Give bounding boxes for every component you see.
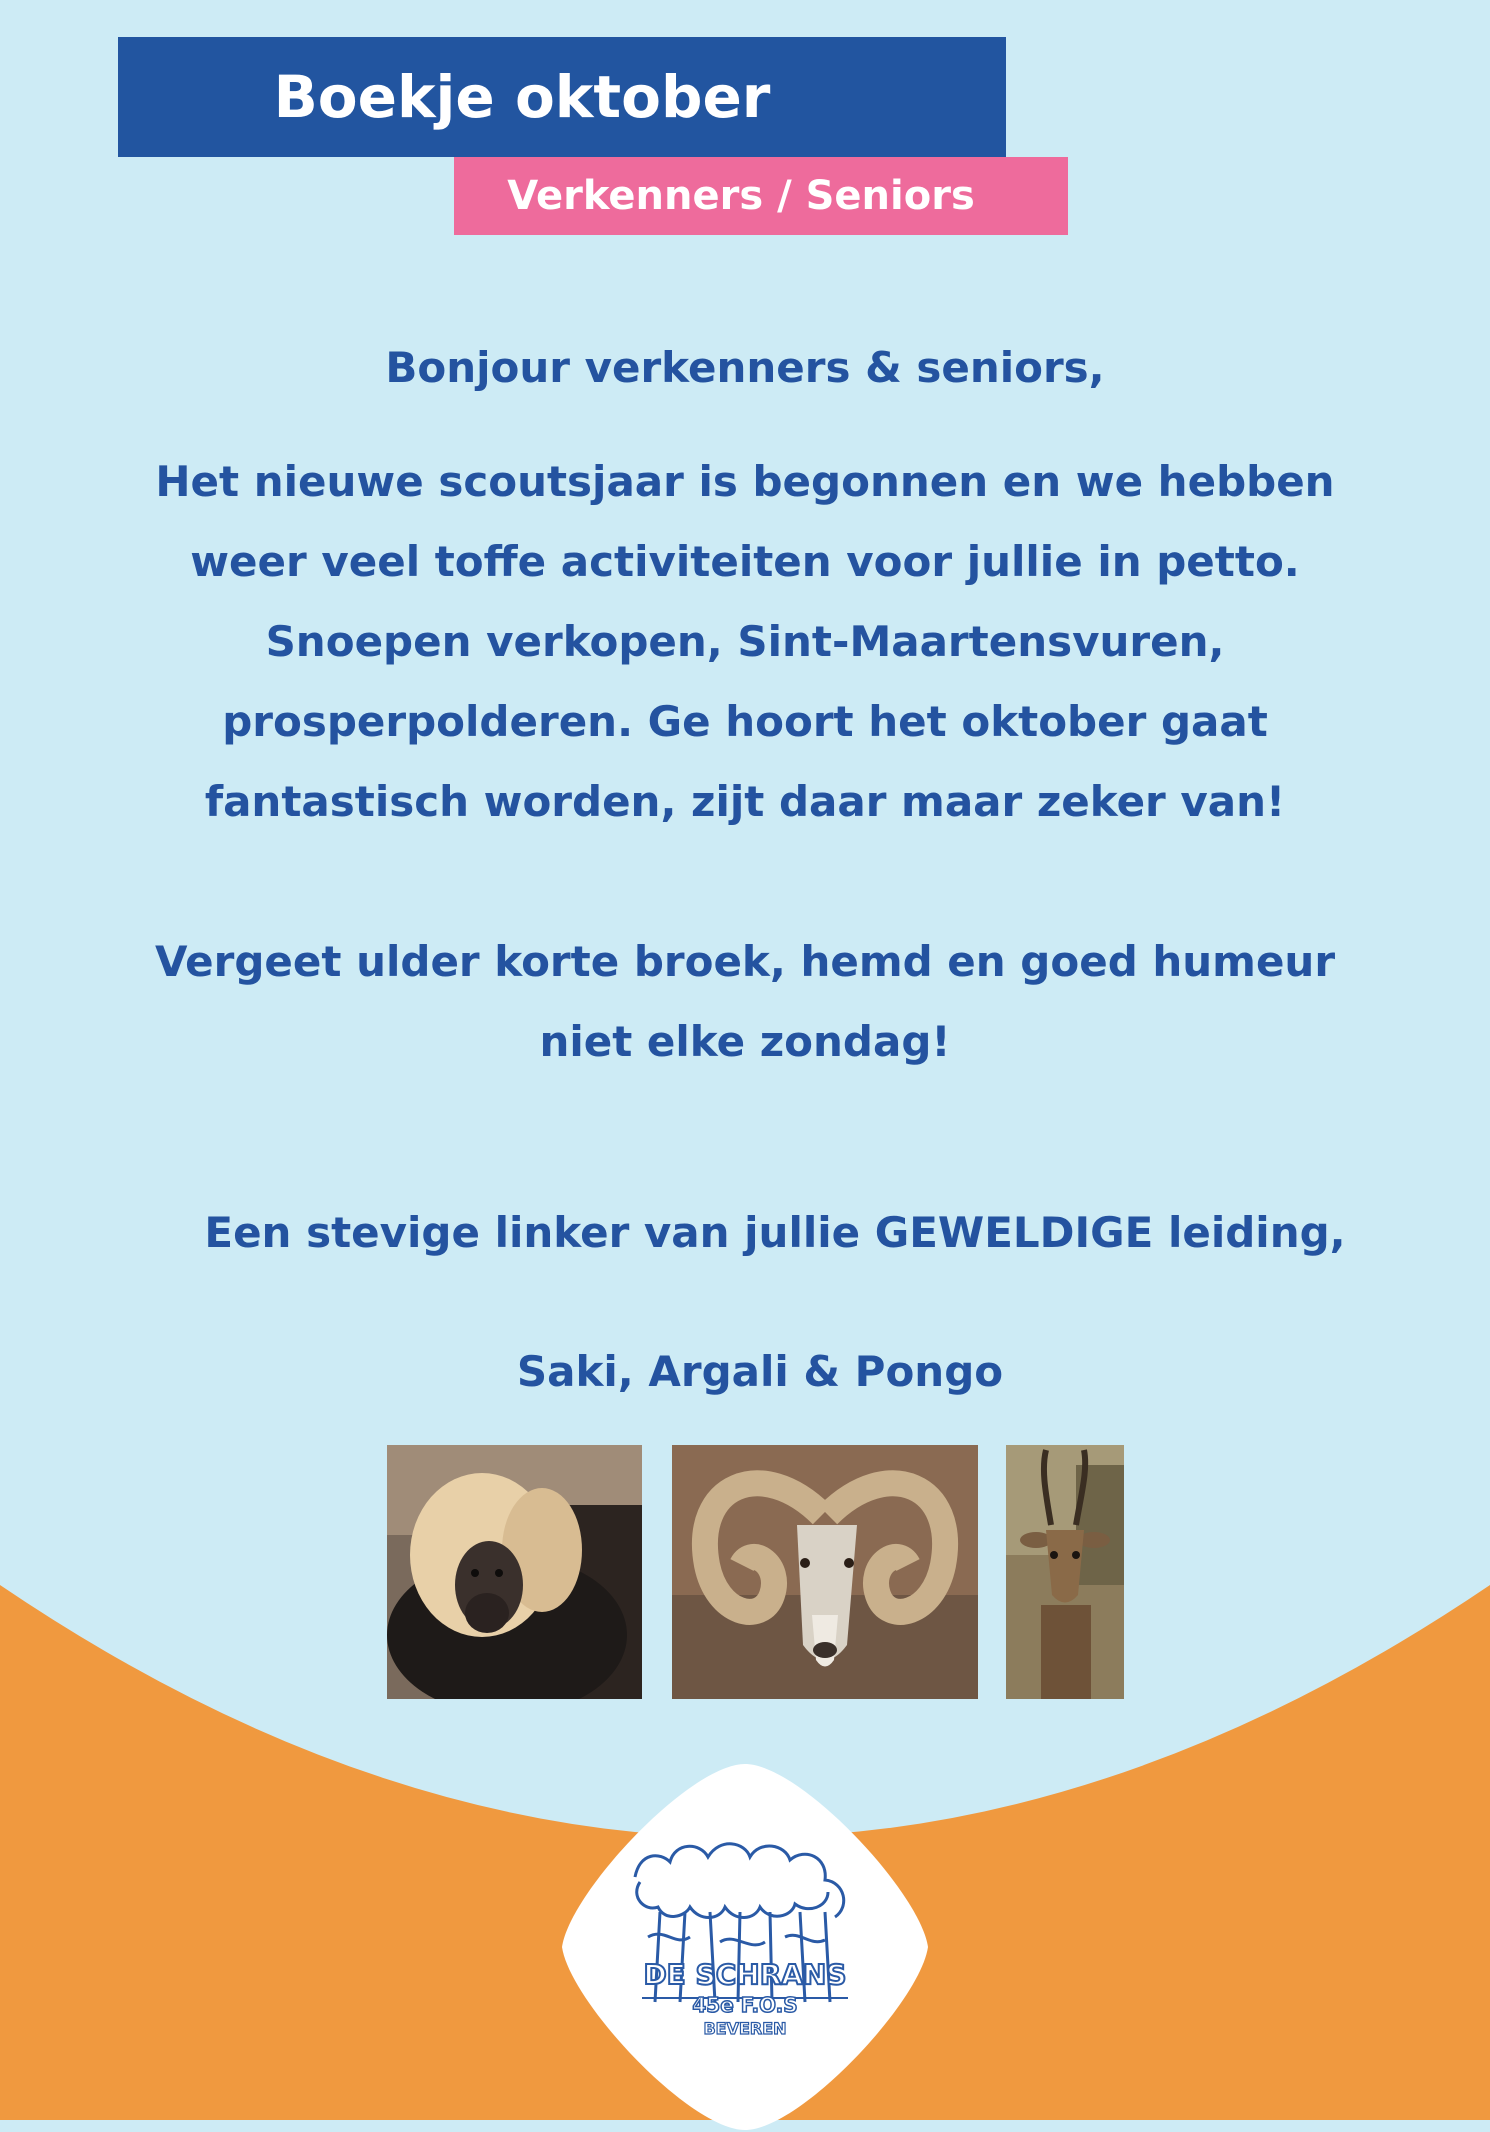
argali-ram-photo bbox=[672, 1445, 978, 1699]
page-title: Boekje oktober bbox=[118, 37, 1006, 157]
logo-town-text: BEVEREN bbox=[703, 2019, 787, 2038]
intro-paragraph bbox=[100, 442, 1390, 842]
intro-line: Het nieuwe scoutsjaar is begonnen en we hebben bbox=[155, 457, 1335, 506]
scouts-logo-badge bbox=[560, 1762, 930, 2132]
intro-line: Snoepen verkopen, Sint-Maartensvuren, bbox=[265, 617, 1225, 666]
reminder-line: Vergeet ulder korte broek, hemd en goed humeur bbox=[154, 937, 1336, 986]
logo-name-text: DE SCHRANS bbox=[643, 1958, 847, 1991]
intro-line: prosperpolderen. Ge hoort het oktober gaat bbox=[222, 697, 1268, 746]
leader-names: Saki, Argali & Pongo bbox=[516, 1347, 1004, 1396]
greeting-text: Bonjour verkenners & seniors, bbox=[385, 343, 1105, 392]
logo-number-text: 45e F.O.S bbox=[692, 1993, 798, 2017]
saki-monkey-photo bbox=[387, 1445, 642, 1699]
reminder-line: niet elke zondag! bbox=[539, 1017, 951, 1066]
antelope-photo bbox=[1006, 1445, 1124, 1699]
reminder-paragraph bbox=[100, 922, 1390, 1082]
intro-line: fantastisch worden, zijt daar maar zeker van! bbox=[204, 777, 1286, 826]
section-subtitle: Verkenners / Seniors bbox=[454, 157, 1068, 235]
signoff-text: Een stevige linker van jullie GEWELDIGE leiding, bbox=[204, 1208, 1346, 1257]
intro-line: weer veel toffe activiteiten voor jullie in petto. bbox=[190, 537, 1300, 586]
